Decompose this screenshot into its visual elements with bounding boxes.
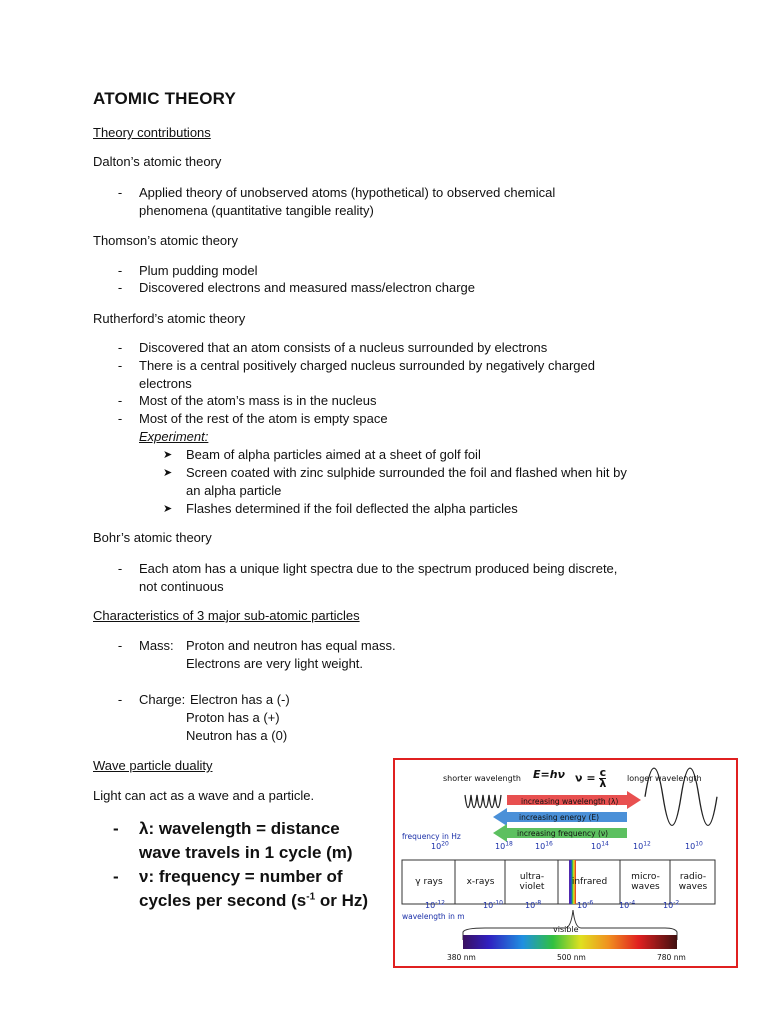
increasing-frequency-label: increasing frequency (ν) [517,829,609,838]
visible-label: visible [553,925,579,934]
wavelength-tick-label: $10^{-2}$ [663,899,680,910]
experiment-bullet: Screen coated with zinc sulphide surrounded the foil and flashed when hit by [186,465,627,480]
charge-text: Neutron has a (0) [186,728,288,743]
frequency-tick-label: $10^{18}$ [495,840,513,851]
thomson-bullet: Plum pudding model [139,263,258,278]
frequency-tick-label: $10^{14}$ [591,840,609,851]
lambda-definition: wave travels in 1 cycle (m) [139,843,353,862]
longer-wavelength-label: longer wavelength [627,774,702,783]
rutherford-bullet: Most of the atom’s mass is in the nucleus [139,393,377,408]
mass-text: Proton and neutron has equal mass. [186,638,396,653]
dalton-bullet-line: Applied theory of unobserved atoms (hypothetical) to observed chemical [139,185,556,200]
bohr-heading: Bohr’s atomic theory [93,530,212,545]
wavelength-tick-label: $10^{-8}$ [525,899,542,910]
thomson-bullet: Discovered electrons and measured mass/electron charge [139,280,476,295]
wavelength-tick-label: $10^{-10}$ [483,899,503,910]
short-wave-icon [465,795,501,808]
big-dash: - [113,819,119,838]
frequency-axis-label: frequency in Hz [402,832,461,841]
bohr-bullet: Each atom has a unique light spectra due to the spectrum produced being discrete, [139,561,618,576]
band-label: infrared [571,877,608,887]
band-label: γ rays [415,877,443,887]
big-dash: - [113,867,119,886]
nu-definition: ν: frequency = number of [139,867,343,886]
nm-label-380: 380 nm [447,953,476,962]
wave-intro: Light can act as a wave and a particle. [93,788,315,803]
bullet-dash: - [117,393,123,408]
energy-formula: E=hν [533,768,566,781]
bullet-dash: - [117,280,123,295]
shorter-wavelength-label: shorter wavelength [443,774,521,783]
arrow-bullet-icon: ➤ [163,503,173,515]
subatomic-heading: Characteristics of 3 major sub-atomic particles [93,608,360,623]
experiment-bullet: Beam of alpha particles aimed at a sheet of golf foil [186,447,481,462]
rutherford-bullet: There is a central positively charged nucleus surrounded by negatively charged [139,358,595,373]
nm-label-500: 500 nm [557,953,586,962]
mass-text: Electrons are very light weight. [186,656,364,671]
rutherford-heading: Rutherford’s atomic theory [93,311,246,326]
bullet-dash: - [117,340,123,355]
dalton-heading: Dalton’s atomic theory [93,154,222,169]
nu-definition: cycles per second ($s^{-1}$ or Hz) [139,891,369,910]
frequency-tick-label: $10^{16}$ [535,840,553,851]
frequency-tick-label: $10^{10}$ [685,840,703,851]
mass-label: Mass: [139,638,174,653]
increasing-energy-label: increasing energy (E) [519,813,600,822]
em-spectrum-figure [393,758,738,968]
rutherford-bullet: Discovered that an atom consists of a nucleus surrounded by electrons [139,340,548,355]
page-title: ATOMIC THEORY [93,89,237,108]
band-label: micro- waves [631,872,660,892]
spectrum-graphics [395,760,736,966]
experiment-bullet: Flashes determined if the foil deflected the alpha particles [186,501,518,516]
rutherford-bullet: electrons [139,376,192,391]
frequency-tick-label: $10^{20}$ [431,840,449,851]
bohr-bullet: not continuous [139,579,224,594]
frequency-tick-label: $10^{12}$ [633,840,651,851]
section-heading-theory-contributions: Theory contributions [93,125,211,140]
experiment-label: Experiment: [139,429,209,444]
thomson-heading: Thomson’s atomic theory [93,233,238,248]
bullet-dash: - [117,185,123,200]
dalton-bullet-line: phenomena (quantitative tangible reality) [139,203,374,218]
arrow-bullet-icon: ➤ [163,449,173,461]
nm-label-780: 780 nm [657,953,686,962]
wave-heading: Wave particle duality [93,758,213,773]
bullet-dash: - [117,358,123,373]
bullet-dash: - [117,263,123,278]
arrow-bullet-icon: ➤ [163,467,173,479]
charge-label: Charge: [139,692,186,707]
band-label: radio- waves [678,872,708,892]
charge-text: Electron has a (-) [190,692,290,707]
increasing-wavelength-label: increasing wavelength (λ) [521,797,619,806]
rutherford-bullet: Most of the rest of the atom is empty space [139,411,388,426]
band-label: ultra- violet [519,872,545,892]
visible-spectrum-bar [463,935,677,949]
frequency-formula: ν = $\frac{c}{\lambda}$ [575,766,607,790]
experiment-bullet: an alpha particle [186,483,282,498]
wavelength-tick-label: $10^{-4}$ [619,899,636,910]
band-label: x-rays [466,877,495,887]
wavelength-tick-label: $10^{-6}$ [577,899,594,910]
wavelength-tick-label: $10^{-12}$ [425,899,445,910]
bullet-dash: - [117,561,123,576]
lambda-definition: λ: wavelength = distance [139,819,340,838]
bullet-dash: - [117,692,123,707]
wavelength-axis-label: wavelength in m [402,912,465,921]
bullet-dash: - [117,638,123,653]
charge-text: Proton has a (+) [186,710,280,725]
bullet-dash: - [117,411,123,426]
